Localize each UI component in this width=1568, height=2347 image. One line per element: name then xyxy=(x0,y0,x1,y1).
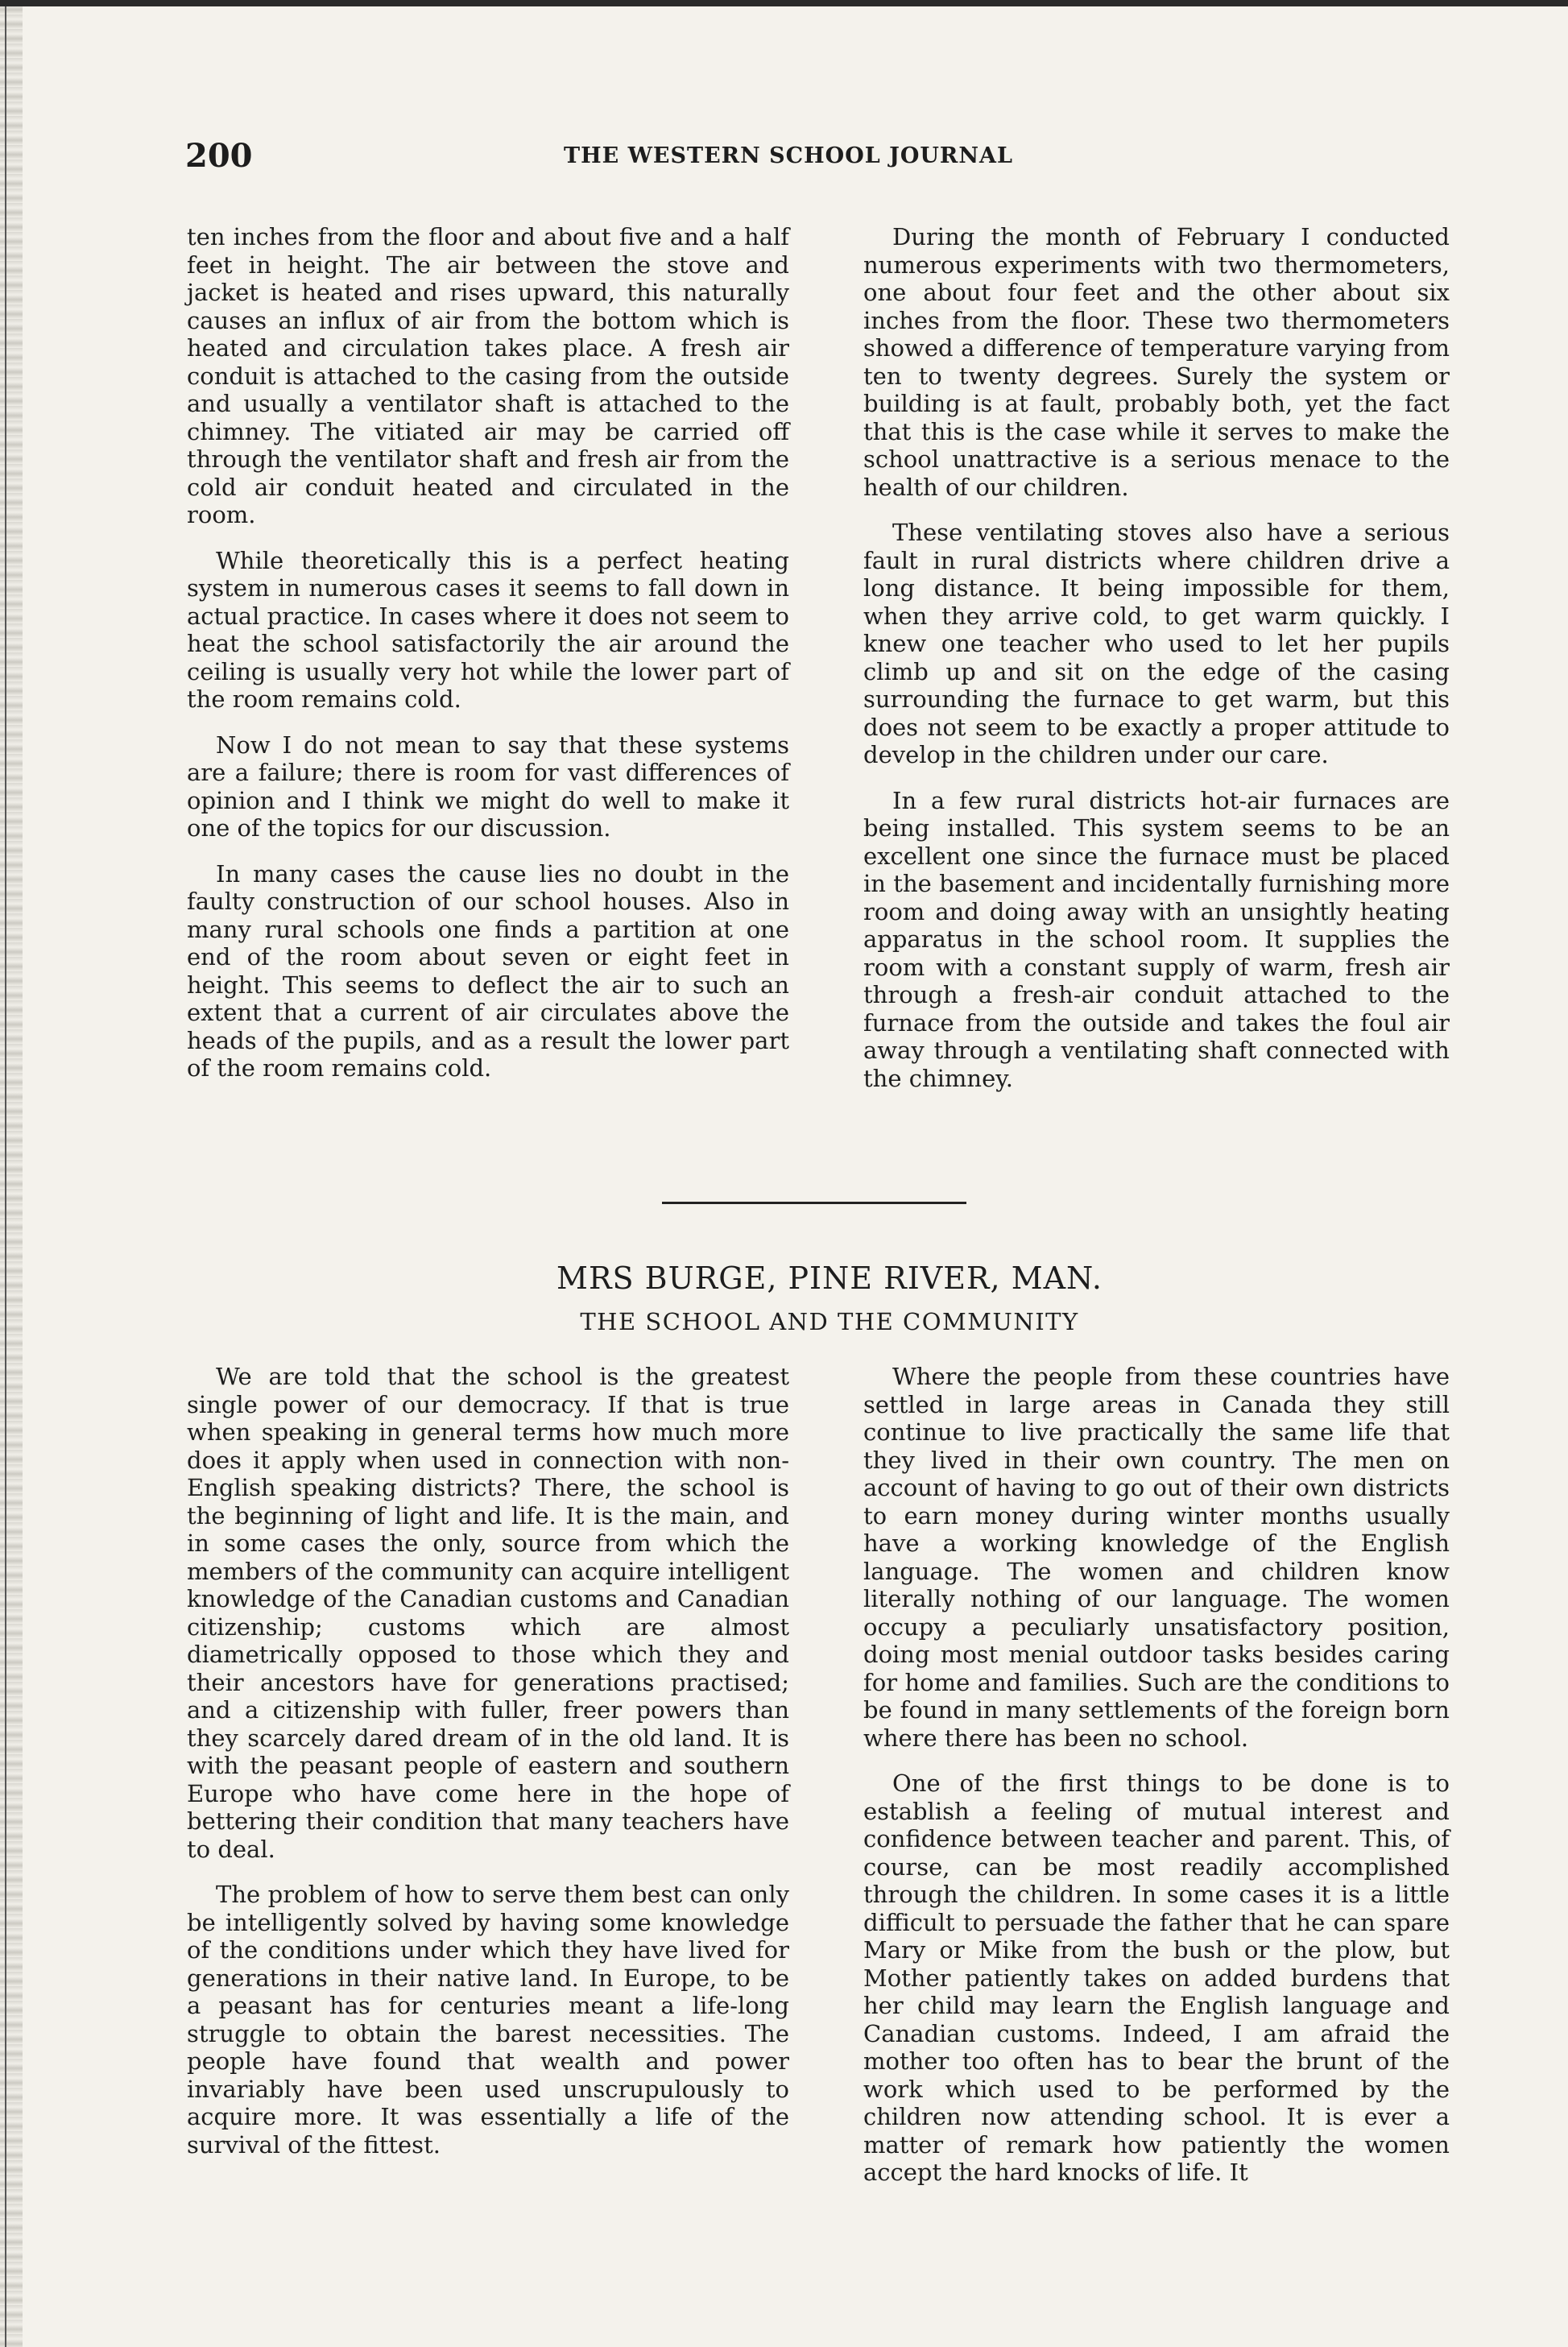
paragraph: These ventilating stoves also have a serious fault in rural districts where children drive a long distance. It being impossible for them, when they arrive cold, to get warm quickly. I knew one teacher who used to let her pupils climb up and sit on the edge of the casing surrounding the furnace to get warm, but this does not seem to be exactly a proper attitude to develop in the children under our care. xyxy=(863,519,1450,768)
article-author: MRS BURGE, PINE RIVER, MAN. xyxy=(556,1260,1103,1296)
binding-line xyxy=(5,0,6,2347)
upper-article-right-column xyxy=(863,223,1450,1110)
paragraph: One of the first things to be done is to establish a feeling of mutual interest and confidence between teacher and parent. This, of course, can be most readily accomplished through the children. In some cases it is a little difficult to persuade the father that he can spare Mary or Mike from the bush or the plow, but Mother patiently takes on added burdens that her child may learn the English language and Canadian customs. Indeed, I am afraid the mother too often has to bear the brunt of the work which used to be performed by the children now attending school. It is ever a matter of remark how patiently the women accept the hard knocks of life. It xyxy=(863,1770,1450,2186)
running-head xyxy=(185,137,1474,177)
paragraph: In a few rural districts hot-air furnaces are being installed. This system seems to be an excellent one since the furnace must be placed in the basement and incidentally furnishing more room and doing away with an unsightly heating apparatus in the school room. It supplies the room with a constant supply of warm, fresh air through a fresh-air conduit attached to the furnace from the outside and takes the foul air away through a ventilating shaft connected with the chimney. xyxy=(863,786,1450,1092)
page-number: 200 xyxy=(185,137,253,175)
paragraph: We are told that the school is the greatest single power of our democracy. If that is true when speaking in general terms how much more does it apply when used in connection with non-English speaking districts? There, the school is the beginning of light and life. It is the main, and in some cases the only, source from which the members of the community can acquire intelligent knowledge of the Canadian customs and Canadian citizenship; customs which are almost diametrically opposed to those which they and their ancestors have for generations practised; and a citizenship with fuller, freer powers than they scarcely dared dream of in the old land. It is with the peasant people of eastern and southern Europe who have come here in the hope of bettering their condition that many teachers have to deal. xyxy=(187,1363,789,1863)
paragraph: In many cases the cause lies no doubt in the faulty construction of our school houses. Also in many rural schools one finds a partition at one end of the room about seven or eight feet in height. This seems to deflect the air to such an extent that a current of air circulates above the heads of the pupils, and as a result the lower part of the room remains cold. xyxy=(187,859,789,1082)
paragraph: The problem of how to serve them best can only be intelligently solved by having some knowledge of the conditions under which they have lived for generations in their native land. In Europe, to be a peasant has for centuries meant a life-long struggle to obtain the barest necessities. The people have found that wealth and power invariably have been used unscrupulously to acquire more. It was essentially a life of the survival of the fittest. xyxy=(187,1881,789,2159)
page-edge-top xyxy=(0,0,1568,6)
lower-article-left-column xyxy=(187,1363,789,2176)
journal-title: THE WESTERN SCHOOL JOURNAL xyxy=(564,143,1013,168)
upper-article-left-column xyxy=(187,223,789,1100)
paragraph: Now I do not mean to say that these systems are a failure; there is room for vast differences of opinion and I think we might do well to make it one of the topics for our discussion. xyxy=(187,731,789,842)
lower-article-right-column xyxy=(863,1363,1450,2204)
article-title: THE SCHOOL AND THE COMMUNITY xyxy=(580,1308,1079,1335)
section-divider xyxy=(662,1202,966,1204)
paragraph: During the month of February I conducted numerous experiments with two thermometers, one about four feet and the other about six inches from the floor. These two thermometers showed a difference of temperature varying from ten to twenty degrees. Surely the system or building is at fault, probably both, yet the fact that this is the case while it serves to make the school unattractive is a serious menace to the health of our children. xyxy=(863,223,1450,501)
paragraph: While theoretically this is a perfect heating system in numerous cases it seems to fall down in actual practice. In cases where it does not seem to heat the school satisfactorily the air around the ceiling is usually very hot while the lower part of the room remains cold. xyxy=(187,546,789,713)
paragraph: ten inches from the floor and about five and a half feet in height. The air between the stove and jacket is heated and rises upward, this naturally causes an influx of air from the bottom which is heated and circulation takes place. A fresh air conduit is attached to the casing from the outside and usually a ventilator shaft is attached to the chimney. The vitiated air may be carried off through the ventilator shaft and fresh air from the cold air conduit heated and circulated in the room. xyxy=(187,223,789,528)
page-edge-left xyxy=(0,0,23,2347)
paragraph: Where the people from these countries have settled in large areas in Canada they still continue to live practically the same life that they lived in their own country. The men on account of having to go out of their own districts to earn money during winter months usually have a working knowledge of the English language. The women and children know literally nothing of our language. The women occupy a peculiarly unsatisfactory position, doing most menial outdoor tasks besides caring for home and families. Such are the conditions to be found in many settlements of the foreign born where there has been no school. xyxy=(863,1363,1450,1752)
